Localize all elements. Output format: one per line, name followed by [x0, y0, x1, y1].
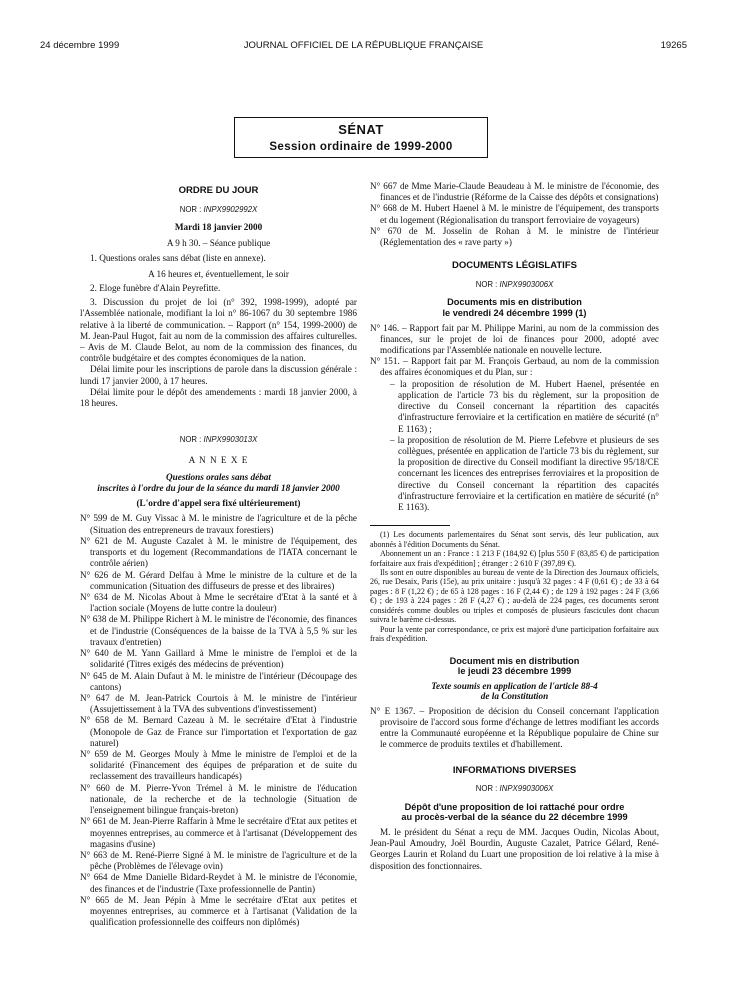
- header-date: 24 décembre 1999: [40, 40, 120, 51]
- question-item: N° 665 de M. Jean Pépin à Mme le secrétaire d'Etat aux petites et moyennes entreprises, au commerce et à l'artisanat (Validation de la qualification professionnelle des coiffeurs non diplômés): [80, 894, 357, 928]
- nor-label: NOR :: [179, 204, 202, 214]
- question-item: N° 626 de M. Gérard Delfau à Mme le ministre de la culture et de la communication (Situation des diffuseurs de presse et des libraires): [80, 569, 357, 591]
- nor-code: INPX9903006X: [499, 279, 554, 289]
- document-e1367: N° E 1367. – Proposition de décision du Conseil concernant l'application provisoire de l'accord sous forme d'échange de lettres modifiant les accords entre la Communauté européenne et la République populaire de Chine sur le commerce de produits textiles et d'habillement.: [370, 705, 659, 750]
- left-column: [80, 181, 357, 929]
- question-item: N° 668 de M. Hubert Haenel à M. le ministre de l'équipement, des transports et du logement (Régionalisation du transport ferroviaire de voyageurs): [370, 203, 659, 225]
- depot-heading: Dépôt d'une proposition de loi rattaché pour ordre: [404, 801, 625, 812]
- question-item: N° 638 de M. Philippe Richert à M. le ministre de l'économie, des finances et de l'industrie (Conséquences de la baisse de la TVA à 5,5 % sur les travaux d'entretien): [80, 614, 357, 647]
- ordre-du-jour-heading: ORDRE DU JOUR: [178, 185, 259, 196]
- distribution-heading-2: Document mis en distribution: [449, 655, 580, 666]
- session-date-heading: Mardi 18 janvier 2000: [174, 222, 263, 233]
- annexe-heading: A N N E X E: [188, 454, 249, 465]
- annexe-subtitle: Questions orales sans débat: [166, 472, 271, 483]
- annexe-subtitle-2: inscrites à l'ordre du jour de la séance du mardi 18 janvier 2000: [97, 482, 340, 493]
- distribution-date: le vendredi 24 décembre 1999 (1): [442, 307, 587, 318]
- questions-list: [80, 513, 357, 928]
- document-151-item-b: – la proposition de résolution de M. Pierre Lefebvre et plusieurs de ses collègues, présentée en application de l'article 73 bis du règlement, sur la proposition de directive du Conseil modifiant la directive 95/18/CE concernant les licences des entreprises ferroviaires et la proposition de directive du Conseil concernant la répartition des capacités d'infrastructure ferroviaire et la certification en matière de sécurité (n° E 1163).: [390, 434, 659, 513]
- question-item: N° 670 de M. Josselin de Rohan à M. le ministre de l'intérieur (Réglementation des « rave party »): [370, 225, 659, 248]
- nor-code: INPX9902992X: [203, 204, 258, 214]
- nor-label: NOR :: [475, 784, 498, 794]
- nor-label: NOR :: [179, 435, 202, 445]
- texte-soumis-heading-2: de la Constitution: [480, 691, 549, 702]
- afternoon-time-line: A 16 heures et, éventuellement, le soir: [148, 268, 289, 279]
- nor-reference: [370, 784, 659, 794]
- question-item: N° 660 de M. Pierre-Yvon Trémel à M. le ministre de l'éducation nationale, de la recherche et de la technologie (Situation de l'enseignement bilingue français-breton): [80, 782, 357, 816]
- depot-text: M. le président du Sénat a reçu de MM. Jacques Oudin, Nicolas About, Jean-Paul Amoudry, Joël Bourdin, Auguste Cazalet, Patrice Gélard, René-Georges Laurin et Roland du Luart une proposition de loi relative à la mise à disposition des fonctionnaires.: [370, 826, 659, 871]
- question-item: N° 647 de M. Jean-Patrick Courtois à M. le ministre de l'intérieur (Assujettissement à la TVA des subventions d'investissement): [80, 692, 357, 715]
- right-column: [370, 181, 659, 872]
- document-146: N° 146. – Rapport fait par M. Philippe Marini, au nom de la commission des finances, sur le projet de loi de finances pour 2000, adopté avec modifications par l'Assemblée nationale en nouvelle lecture.: [370, 322, 659, 355]
- texte-soumis-heading: Texte soumis en application de l'article 88-4: [431, 680, 598, 691]
- distribution-date-2: le jeudi 23 décembre 1999: [457, 666, 572, 677]
- agenda-item-1: 1. Questions orales sans débat (liste en annexe).: [90, 252, 266, 263]
- deadline-speakers: Délai limite pour les inscriptions de parole dans la discussion générale : lundi 17 janvier 2000, à 17 heures.: [80, 364, 357, 386]
- header-page-number: 19265: [660, 40, 687, 51]
- footnote-subscription: Abonnement un an : France : 1 213 F (184,92 €) [plus 550 F (83,85 €) de participation forfaitaire aux frais d'expédition] ; étranger : 2 610 F (397,89 €).: [370, 549, 659, 568]
- footnote-prices: Ils sont en outre disponibles au bureau de vente de la Direction des Journaux officiels, 26, rue Desaix, Paris (15e), au prix unitaire : jusqu'à 32 pages : 4 F (0,61 €) ; de 33 à 64 pages : 8 F (1,22 €) ; de 65 à 128 pages : 16 F (2,44 €) ; de 129 à 192 pages : 24 F (3,66 €) ; de 193 à 224 pages : 28 F (4,27 €) ; au-delà de 224 pages, ces documents seront considérés comme doubles ou triples et composés de plusieurs fascicules dont chacun suivra le barème ci-dessus.: [370, 568, 659, 625]
- nor-reference: [370, 280, 659, 290]
- footnote-1: (1) Les documents parlementaires du Sénat sont servis, dès leur publication, aux abonnés à l'édition Documents du Sénat.: [370, 530, 659, 549]
- header-journal-title: JOURNAL OFFICIEL DE LA RÉPUBLIQUE FRANÇAISE: [243, 40, 484, 51]
- agenda-item-2: 2. Eloge funèbre d'Alain Peyrefitte.: [90, 282, 221, 293]
- senat-title: SÉNAT: [338, 122, 384, 137]
- nor-code: INPX9903013X: [203, 435, 258, 445]
- document-151: N° 151. – Rapport fait par M. François Gerbaud, au nom de la commission des affaires économiques et du Plan, sur :: [370, 356, 659, 378]
- page-header: [40, 40, 687, 54]
- question-item: N° 663 de M. René-Pierre Signé à M. le ministre de l'agriculture et de la pêche (Problèmes de l'élevage ovin): [80, 850, 357, 872]
- question-item: N° 640 de M. Yann Gaillard à Mme le ministre de l'emploi et de la solidarité (Titres exigés des médecins de prévention): [80, 648, 357, 670]
- seance-time-line: A 9 h 30. – Séance publique: [166, 238, 271, 249]
- distribution-heading: Documents mis en distribution: [447, 297, 582, 308]
- question-item: N° 634 de M. Nicolas About à Mme le secrétaire d'Etat à la santé et à l'action sociale (Moyens de lutte contre la douleur): [80, 591, 357, 614]
- question-item: N° 621 de M. Auguste Cazalet à M. le ministre de l'équipement, des transports et du logement (Recommandations de l'IATA concernant le contrôle aérien): [80, 535, 357, 569]
- question-item: N° 667 de Mme Marie-Claude Beaudeau à M. le ministre de l'économie, des finances et de l'industrie (Réforme de la Caisse des dépôts et consignations): [370, 181, 659, 203]
- question-item: N° 659 de M. Georges Mouly à Mme le ministre de l'emploi et de la solidarité (Financement des équipes de préparation et de suite du reclassement des travailleurs handicapés): [80, 749, 357, 782]
- questions-list-continued: [370, 181, 659, 248]
- senat-title-box: [234, 117, 488, 158]
- informations-diverses-heading: INFORMATIONS DIVERSES: [452, 764, 577, 776]
- documents-legislatifs-heading: DOCUMENTS LÉGISLATIFS: [452, 260, 577, 272]
- question-item: N° 658 de M. Bernard Cazeau à M. le secrétaire d'Etat à l'industrie (Monopole de Gaz de France sur l'importation et l'exportation de gaz naturel): [80, 715, 357, 748]
- nor-reference: [80, 205, 357, 215]
- ordre-appel-note: (L'ordre d'appel sera fixé ultérieurement): [136, 498, 301, 509]
- agenda-item-3: 3. Discussion du projet de loi (n° 392, 1998-1999), adopté par l'Assemblée nationale, modifiant la loi n° 86-1067 du 30 septembre 1986 relative à la liberté de communication. – Rapport (n° 154, 1999-2000) de M. Jean-Paul Hugot, fait au nom de la commission des affaires culturelles. – Avis de M. Claude Belot, au nom de la commission des finances, du contrôle budgétaire et des comptes économiques de la nation.: [80, 297, 357, 364]
- question-item: N° 661 de M. Jean-Pierre Raffarin à Mme le secrétaire d'Etat aux petites et moyennes entreprises, au commerce et à l'artisanat (Développement des magasins d'usine): [80, 816, 357, 849]
- question-item: N° 645 de M. Alain Dufaut à M. le ministre de l'intérieur (Découpage des cantons): [80, 670, 357, 692]
- deadline-amendments: Délai limite pour le dépôt des amendements : mardi 18 janvier 2000, à 18 heures.: [80, 386, 357, 409]
- depot-heading-2: au procès-verbal de la séance du 22 décembre 1999: [401, 812, 628, 823]
- footnote-shipping: Pour la vente par correspondance, ce prix est majoré d'une participation forfaitaire aux frais d'expédition.: [370, 624, 659, 644]
- footnote-divider: [370, 525, 450, 526]
- nor-label: NOR :: [475, 279, 498, 289]
- nor-reference: [80, 435, 357, 445]
- session-title: Session ordinaire de 1999-2000: [269, 140, 453, 153]
- question-item: N° 599 de M. Guy Vissac à M. le ministre de l'agriculture et de la pêche (Situation des entrepreneurs de travaux forestiers): [80, 513, 357, 535]
- question-item: N° 664 de Mme Danielle Bidard-Reydet à M. le ministre de l'économie, des finances et de l'industrie (Taxe professionnelle de Pantin): [80, 872, 357, 894]
- document-151-item-a: – la proposition de résolution de M. Hubert Haenel, présentée en application de l'article 73 bis du règlement, sur la proposition de directive du Conseil concernant la répartition des capacités d'infrastructure ferroviaire et la certification en matière de sécurité (n° E 1163) ;: [390, 378, 659, 434]
- footnotes: [370, 530, 659, 643]
- nor-code: INPX9903006X: [499, 784, 554, 794]
